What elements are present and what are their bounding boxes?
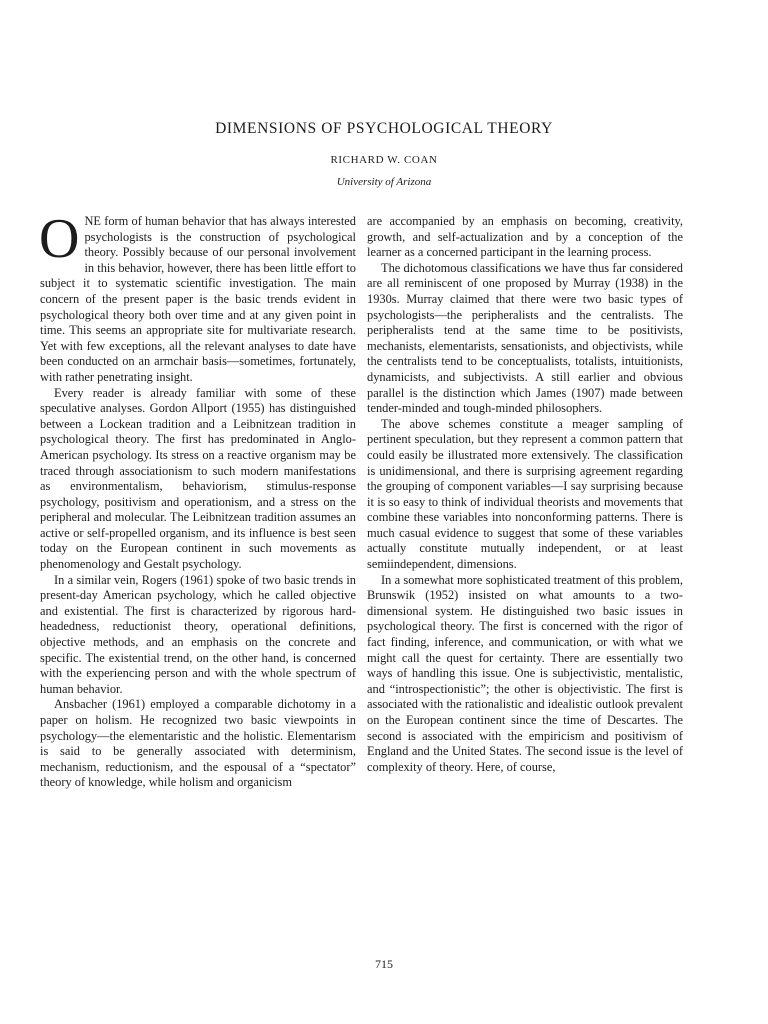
paragraph-6: The dichotomous classifications we have thus far considered are all reminiscent of one proposed by Murray (1938) in the 1930s. Murray claimed that there were two basic types of psychologists—the peripheralists and the centralists. The peripheralists tend at the same time to be positivists, mechanists, elementarists, sensationists, and objectivists, while the centralists tend to be conceptualists, totalists, intuitionists, dynamicists, and subjectivists. A still earlier and obvious parallel is the distinction which James (1907) made between tender-minded and tough-minded philosophers. [367,260,683,416]
drop-cap: O [39,208,80,270]
paragraph-1 [39,208,356,386]
author-name: RICHARD W. COAN [330,154,438,166]
page-number: 715 [375,957,393,971]
paragraph-2: Every reader is already familiar with some of these speculative analyses. Gordon Allport (1955) has distinguished between a Lockean tradition and a Leibnitzean tradition in psychological theory. The first has predominated in Anglo-American psychology. Its stress on a reactive organism may be traced through associationism to such modern manifestations as environmentalism, behaviorism, stimulus-response psychology, positivism and operationism, and a stress on the peripheral and molecular. The Leibnitzean tradition assumes an active or self-propelled organism, and its influence is best seen today on the European continent in such movements as phenomenology and Gestalt psychology. [40,385,356,572]
paragraph-5: are accompanied by an emphasis on becoming, creativity, growth, and self-actualization and by a conception of the learner as a concerned participant in the learning process. [367,214,683,260]
paragraph-4: Ansbacher (1961) employed a comparable dichotomy in a paper on holism. He recognized two basic viewpoints in psychology—the elementaristic and the holistic. Elementarism is said to be generally associated with determinism, mechanism, reductionism, and the espousal of a “spectator” theory of knowledge, while holism and organicism [40,697,356,790]
paragraph-7: The above schemes constitute a meager sampling of pertinent speculation, but they represent a common pattern that could easily be illustrated more extensively. The classification is unidimensional, and there is surprising agreement regarding the grouping of component variables—I say surprising because it is so easy to think of individual theorists and movements that combine these variables into nonconforming patterns. There is much casual evidence to suggest that some of these variables actually constitute mutually independent, or at least semiindependent, dimensions. [367,416,683,572]
paragraph-1-text: NE form of human behavior that has always interested psychologists is the construction of psychological theory. Possibly because of our personal involvement in this behavior, however, there has been little effort to subject it to systematic scientific investigation. The main concern of the present paper is the basic trends evident in psychological theory both over time and at any given point in time. This seems an appropriate site for multivariate research. Yet with few exceptions, all the relevant analyses to date have been conducted on an armchair basis—sometimes, fortunately, with rather penetrating insight. [40,214,356,384]
author-affiliation: University of Arizona [336,176,432,188]
right-column [367,214,683,775]
article-title: DIMENSIONS OF PSYCHOLOGICAL THEORY [215,120,553,137]
left-column [39,208,356,791]
paragraph-3: In a similar vein, Rogers (1961) spoke of two basic trends in present-day American psychology, which he called objective and existential. The first is characterized by rigorous hard-headedness, reductionist theory, operational definitions, objective methods, and an emphasis on the concrete and specific. The existential trend, on the other hand, is concerned with the experiencing person and with the whole spectrum of human behavior. [40,572,356,696]
paragraph-8: In a somewhat more sophisticated treatment of this problem, Brunswik (1952) insisted on what amounts to a two-dimensional system. He distinguished two basic issues in psychological theory. The first is concerned with the rigor of fact finding, inference, and communication, or with what we might call the quest for certainty. There are essentially two ways of handling this issue. One is subjectivistic, mentalistic, and “introspectionistic”; the other is objectivistic. The first is associated with the rationalistic and idealistic outlook prevalent on the European continent since the time of Descartes. The second is associated with the empiricism and positivism of England and the United States. The second issue is the level of complexity of theory. Here, of course, [367,572,683,774]
